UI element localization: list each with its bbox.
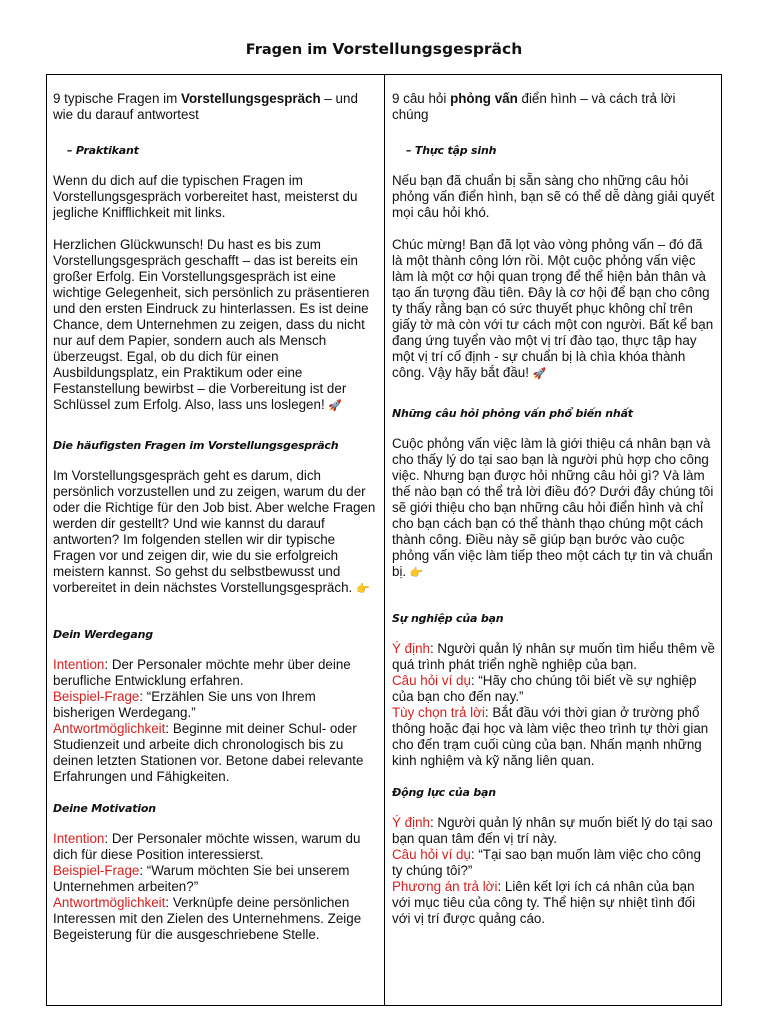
motivation-intention: Ý định: Người quản lý nhân sự muốn biết lý do tại sao bạn quan tâm đến vị trí này. [392,815,713,846]
welcome-paragraph: Herzlichen Glückwunsch! Du hast es bis zum Vorstellungsgespräch geschafft – das ist bereits ein großer Erfolg. Ein Vorstellungsgespräch ist eine wichtige Gelegenheit, sich persönlich zu präsentieren und den ersten Eindruck zu hinterlassen. Es ist deine Chance, dem Unternehmen zu zeigen, dass du nicht nur auf dem Papier, sondern auch als Mensch überzeugst. Egal, ob du dich für einen Ausbildungsplatz, ein Praktikum oder eine Festanstellung bewirbst – die Vorbereitung ist der Schlüssel zum Erfolg. Also, lass uns loslegen! 🚀 [53,237,370,412]
section-heading-career: Sự nghiệp của bạn [392,612,504,625]
section-heading-career: Dein Werdegang [53,628,153,641]
motivation-example-question: Câu hỏi ví dụ: “Tại sao bạn muốn làm việc cho công ty chúng tôi?” [392,847,701,878]
intro-paragraph: Wenn du dich auf die typischen Fragen im Vorstellungsgespräch vorbereitet hast, meisterst du jegliche Knifflichkeit mit links. [53,173,358,220]
role-subheading: – Praktikant [67,144,139,157]
motivation-answer: Antwortmöglichkeit: Verknüpfe deine persönlichen Interessen mit den Zielen des Unternehmens. Zeige Begeisterung für die ausgeschriebene Stelle. [53,895,362,942]
rocket-icon: 🚀 [532,368,547,380]
pointing-hand-icon: 👉 [409,567,424,579]
role-subheading: – Thực tập sinh [406,144,497,157]
page-title: Fragen im Vorstellungsgespräch [245,40,523,58]
career-example-question: Beispiel-Frage: “Erzählen Sie uns von Ihrem bisherigen Werdegang.” [53,689,316,720]
section-heading-common-questions: Những câu hỏi phỏng vấn phổ biến nhất [392,407,633,420]
rocket-icon: 🚀 [328,400,343,412]
motivation-answer: Phương án trả lời: Liên kết lợi ích cá nhân của bạn với mục tiêu của công ty. Thể hiện sự nhiệt tình đối với vị trí được quảng cáo. [392,879,696,926]
motivation-intention: Intention: Der Personaler möchte wissen, warum du dich für diese Position interessierst. [53,831,361,862]
career-intention: Ý định: Người quản lý nhân sự muốn tìm hiểu thêm về quá trình phát triển nghề nghiệp của bạn. [392,641,715,672]
german-column [47,75,385,1005]
bilingual-table [46,74,722,1006]
intro-heading: 9 typische Fragen im Vorstellungsgespräch – und wie du darauf antwortest [53,91,358,122]
common-questions-paragraph: Im Vorstellungsgespräch geht es darum, dich persönlich vorzustellen und zu zeigen, warum du der oder die Richtige für den Job bist. Aber welche Fragen werden dir gestellt? Und wie kannst du darauf antworten? Im folgenden stellen wir dir typische Fragen vor und zeigen dir, wie du sie erfolgreich meistern kannst. So gehst du selbstbewusst und vorbereitet in dein nächstes Vorstellungsgespräch. 👉 [53,468,376,595]
vietnamese-column [385,75,721,1005]
career-example-question: Câu hỏi ví dụ: “Hãy cho chúng tôi biết về sự nghiệp của bạn cho đến nay.” [392,673,697,704]
section-heading-common-questions: Die häufigsten Fragen im Vorstellungsgespräch [53,439,339,452]
career-answer: Antwortmöglichkeit: Beginne mit deiner Schul- oder Studienzeit und arbeite dich chronologisch bis zu deinen letzten Stationen vor. Betone dabei relevante Erfahrungen und Fähigkeiten. [53,721,364,784]
intro-paragraph: Nếu bạn đã chuẩn bị sẵn sàng cho những câu hỏi phỏng vấn điển hình, bạn sẽ có thể dễ dàng giải quyết mọi câu hỏi khó. [392,173,715,220]
section-heading-motivation: Deine Motivation [53,802,156,815]
intro-heading: 9 câu hỏi phỏng vấn điển hình – và cách trả lời chúng [392,91,676,122]
section-heading-motivation: Động lực của bạn [392,786,496,799]
common-questions-paragraph: Cuộc phỏng vấn việc làm là giới thiệu cá nhân bạn và cho thấy lý do tại sao bạn là người phù hợp cho công việc. Nhưng bạn được hỏi những câu hỏi gì? Và làm thế nào bạn có thể trả lời điều đó? Dưới đây chúng tôi sẽ giới thiệu cho bạn những câu hỏi điển hình và chỉ cho bạn cách bạn có thể thành thạo chúng một cách thành công. Điều này sẽ giúp bạn bước vào cuộc phỏng vấn việc làm tiếp theo một cách tự tin và chuẩn bị. 👉 [392,436,714,579]
pointing-hand-icon: 👉 [355,583,370,595]
welcome-paragraph: Chúc mừng! Bạn đã lọt vào vòng phỏng vấn – đó đã là một thành công lớn rồi. Một cuộc phỏng vấn việc làm là một cơ hội quan trọng để thể hiện bản thân và tạo ấn tượng đầu tiên. Đây là cơ hội để bạn cho công ty thấy rằng bạn có sức thuyết phục không chỉ trên giấy tờ mà còn với tư cách một con người. Bất kể bạn đang ứng tuyển vào một vị trí đào tạo, thực tập hay một vị trí cố định - sự chuẩn bị là chìa khóa thành công. Vậy hãy bắt đầu! 🚀 [392,237,714,380]
career-answer: Tùy chọn trả lời: Bắt đầu với thời gian ở trường phổ thông hoặc đại học và làm việc theo trình tự thời gian cho đến trạm cuối cùng của bạn. Nhấn mạnh những kinh nghiệm và kỹ năng liên quan. [392,705,709,768]
motivation-example-question: Beispiel-Frage: “Warum möchten Sie bei unserem Unternehmen arbeiten?” [53,863,350,894]
career-intention: Intention: Der Personaler möchte mehr über deine berufliche Entwicklung erfahren. [53,657,351,688]
